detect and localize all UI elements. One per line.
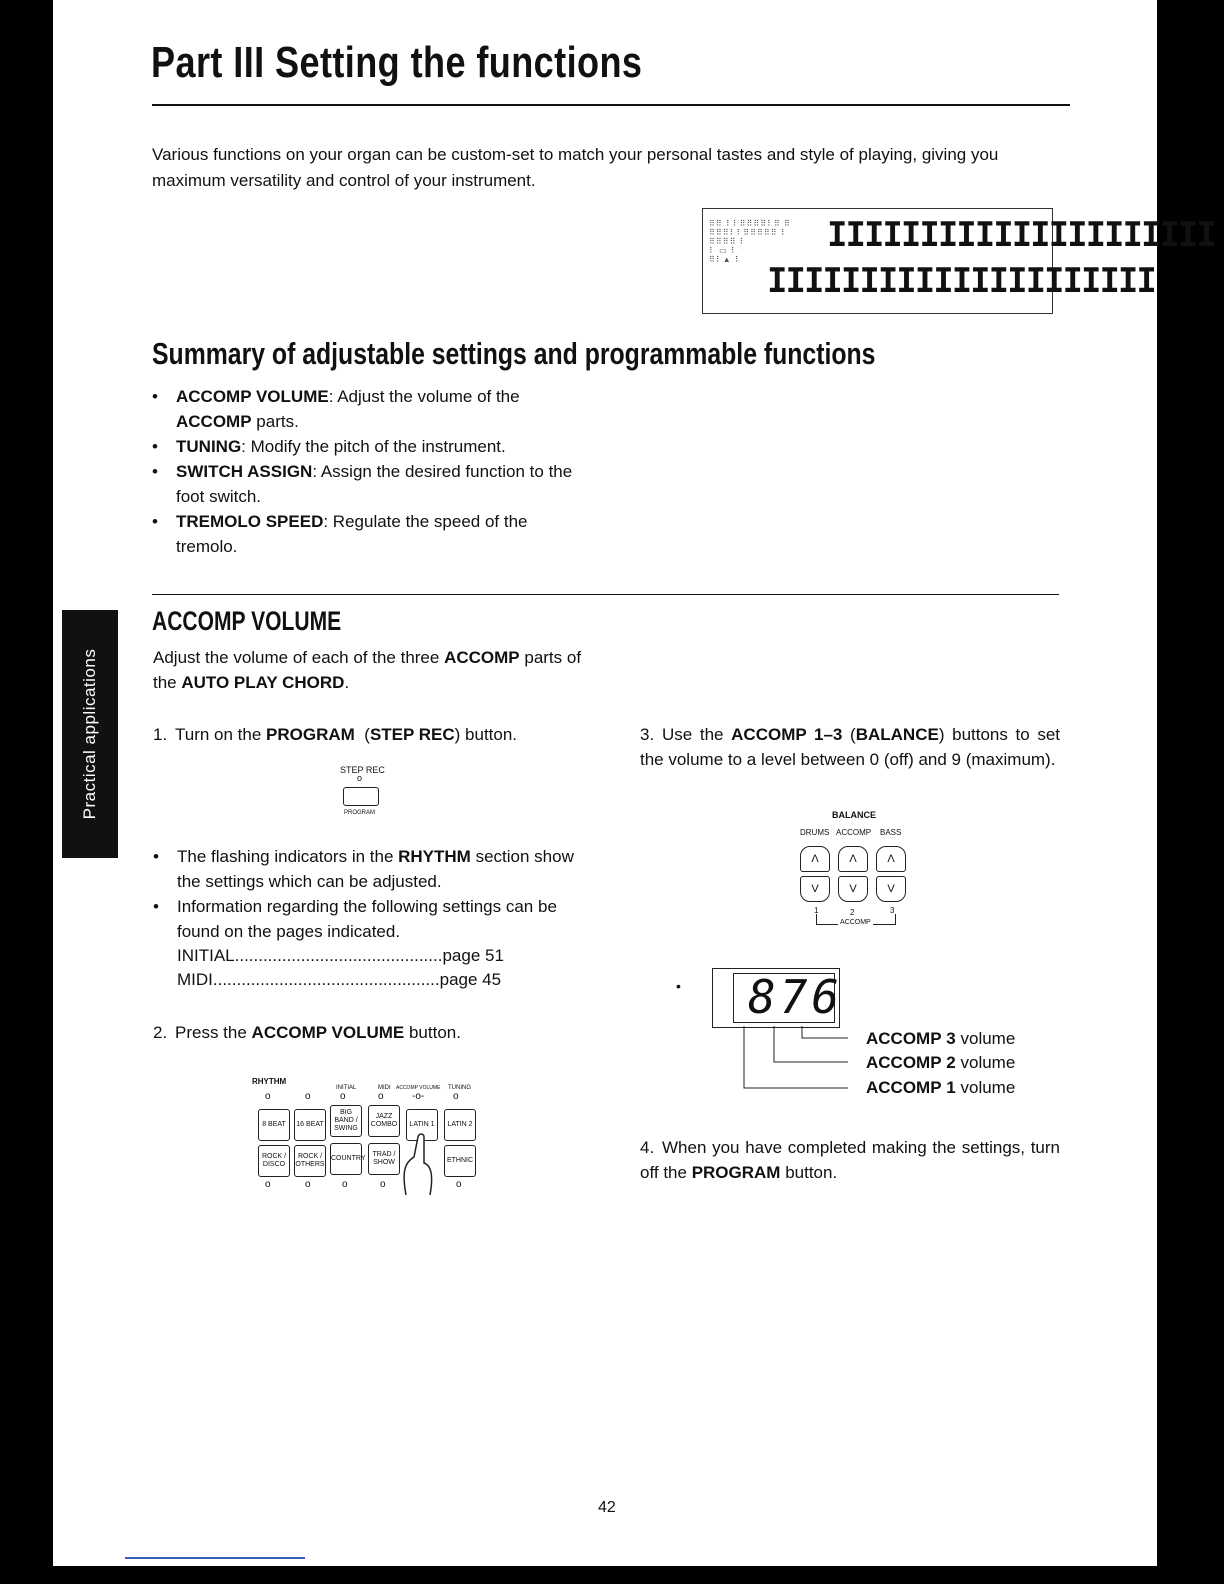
side-tab: [62, 610, 118, 858]
page-ref-initial: INITIAL............................................page 51: [177, 946, 504, 965]
step-rec-led: o: [357, 773, 363, 783]
note-item: • Information regarding the following settings can be found on the pages indicated.: [153, 894, 583, 944]
page-number: 42: [598, 1499, 616, 1516]
rhythm-button-big-band[interactable]: BIG BAND / SWING: [330, 1105, 362, 1137]
summary-item: • SWITCH ASSIGN: Assign the desired function to the foot switch.: [152, 459, 582, 509]
program-label: PROGRAM: [344, 810, 376, 816]
summary-item: • ACCOMP VOLUME: Adjust the volume of the ACCOMP parts.: [152, 384, 582, 434]
step-1: 1. Turn on the PROGRAM (STEP REC) button.: [153, 725, 518, 744]
accomp1-down-button[interactable]: V: [800, 876, 830, 902]
lcd-small-glyphs: ⠿⠿ ⠇⠇⠿⠿⠿⠿⠇⠿ ⠿ ⠿⠿⠿⠇⠇⠿⠿⠿⠿⠿ ⠇ ⠿⠿⠿⠿ ⠇ ⠇ ▭ ⠇ ⠿⠇▲ ⠇: [709, 219, 791, 264]
step-3: 3. Use the ACCOMP 1–3 (BALANCE) buttons to set the volume to a level between 0 (off) and 9 (maximum).: [640, 725, 1061, 769]
drums-label: DRUMS: [800, 828, 830, 837]
balance-label: BALANCE: [832, 810, 876, 820]
volume-display-inner: [733, 970, 844, 1024]
summary-heading: Summary of adjustable settings and programmable functions: [152, 336, 876, 371]
led: o: [453, 1091, 459, 1102]
bass-label: BASS: [880, 828, 902, 837]
accomp3-down-button[interactable]: V: [876, 876, 906, 902]
rhythm-button-latin2[interactable]: LATIN 2: [444, 1109, 476, 1141]
note-item: • The flashing indicators in the RHYTHM section show the settings which can be adjusted.: [153, 844, 583, 894]
rhythm-panel-illustration: [250, 1075, 490, 1195]
led: o: [305, 1179, 311, 1190]
accomp2-volume-label: ACCOMP 2 volume: [866, 1053, 1016, 1072]
accomp-num-3: 3: [890, 906, 895, 915]
section-heading: ACCOMP VOLUME: [152, 606, 342, 636]
summary-list: [152, 384, 582, 559]
page-ref-midi: MIDI................................................page 45: [177, 970, 502, 989]
balance-panel-illustration: [796, 808, 916, 934]
rhythm-button-jazz-combo[interactable]: JAZZ COMBO: [368, 1105, 400, 1137]
led: o: [456, 1179, 462, 1190]
rhythm-button-8beat[interactable]: 8 BEAT: [258, 1109, 290, 1141]
accomp-col-label: ACCOMP: [836, 828, 872, 837]
accomp1-volume-label: ACCOMP 1 volume: [866, 1078, 1016, 1097]
section-intro: Adjust the volume of each of the three ACCOMP parts of the AUTO PLAY CHORD.: [153, 648, 582, 692]
volume-display: [712, 968, 844, 1028]
accomp2-up-button[interactable]: Λ: [838, 846, 868, 872]
rhythm-label: RHYTHM: [252, 1077, 287, 1086]
lcd-display-illustration: [702, 208, 1215, 314]
accomp3-volume-label: ACCOMP 3 volume: [866, 1029, 1016, 1048]
tuning-label: TUNING: [448, 1085, 471, 1091]
accomp2-down-button[interactable]: V: [838, 876, 868, 902]
rhythm-button-trad-show[interactable]: TRAD / SHOW: [368, 1143, 400, 1175]
lcd-lower-bars: IIIIIIIIIIIIIIIIIIIII: [767, 261, 1155, 301]
intro-paragraph: Various functions on your organ can be custom-set to match your personal tastes and style of playing, giving you maximum versatility and control of your instrument.: [152, 145, 999, 190]
rhythm-button-16beat[interactable]: 16 BEAT: [294, 1109, 326, 1141]
led: o: [305, 1091, 311, 1102]
rhythm-button-country[interactable]: COUNTRY: [330, 1143, 362, 1175]
midi-label: MIDI: [378, 1085, 391, 1091]
rhythm-button-rock-others[interactable]: ROCK / OTHERS: [294, 1145, 326, 1177]
summary-item: • TUNING: Modify the pitch of the instrument.: [152, 434, 582, 459]
program-button[interactable]: [343, 787, 379, 806]
accomp-num-2: 2: [850, 908, 855, 917]
lcd-upper-bars: IIIIIIIIIIIIIIIIIIIII: [827, 215, 1215, 255]
led: o: [265, 1179, 271, 1190]
led: o: [342, 1179, 348, 1190]
led: -o-: [412, 1091, 425, 1102]
side-tab-label: Practical applications: [80, 648, 99, 820]
step-rec-label: STEP REC: [340, 765, 385, 775]
accomp-num-1: 1: [814, 906, 819, 915]
led: o: [340, 1091, 346, 1102]
section-rule: [152, 594, 1059, 595]
rhythm-button-latin1[interactable]: LATIN 1: [406, 1109, 438, 1141]
accomp-bracket-label: ACCOMP: [840, 919, 871, 926]
pointing-hand-icon: [400, 1133, 440, 1195]
led: o: [265, 1091, 271, 1102]
bullet-dot: •: [676, 978, 681, 994]
display-leader-lines: [740, 1026, 852, 1096]
display-digits: 876: [748, 970, 844, 1024]
step-4: 4. When you have completed making the settings, turn off the PROGRAM button.: [640, 1138, 1060, 1182]
accomp3-up-button[interactable]: Λ: [876, 846, 906, 872]
rhythm-button-ethnic[interactable]: ETHNIC: [444, 1145, 476, 1177]
initial-label: INITIAL: [336, 1085, 357, 1091]
accomp1-up-button[interactable]: Λ: [800, 846, 830, 872]
title-rule: [152, 104, 1070, 106]
summary-item: • TREMOLO SPEED: Regulate the speed of the tremolo.: [152, 509, 582, 559]
accomp-volume-label: ACCOMP VOLUME: [396, 1085, 441, 1091]
page-title: Part III Setting the functions: [151, 38, 643, 87]
bottom-edge-line: [125, 1557, 305, 1559]
led: o: [380, 1179, 386, 1190]
step-2: 2. Press the ACCOMP VOLUME button.: [153, 1023, 461, 1042]
notes-list: [153, 844, 583, 944]
led: o: [378, 1091, 384, 1102]
rhythm-button-rock-disco[interactable]: ROCK / DISCO: [258, 1145, 290, 1177]
